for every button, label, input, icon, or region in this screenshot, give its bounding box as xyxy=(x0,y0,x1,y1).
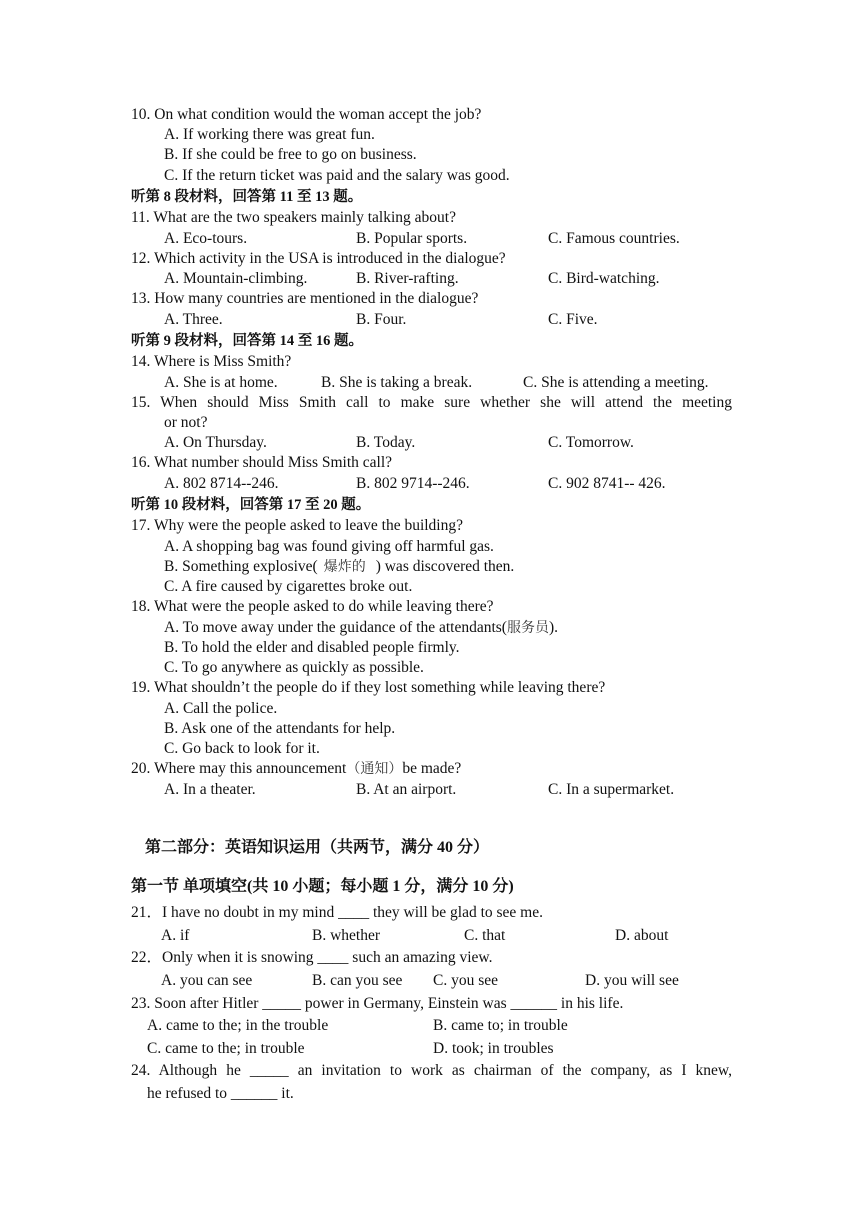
option-11c: C. Famous countries. xyxy=(548,230,680,247)
option-18c: C. To go anywhere as quickly as possible. xyxy=(164,659,424,676)
option-13a: A. Three. xyxy=(164,311,223,328)
question-20-pre: 20. Where may this announcement xyxy=(131,760,347,777)
part2-title: 第二部分：英语知识运用（共两节，满分 40 分） xyxy=(145,839,490,856)
option-14a: A. She is at home. xyxy=(164,374,278,391)
option-11b: B. Popular sports. xyxy=(356,230,468,247)
option-17b xyxy=(164,557,514,577)
question-24-continued: he refused to ______ it. xyxy=(147,1085,294,1102)
option-16c: C. 902 8741-- 426. xyxy=(548,475,666,492)
option-17b-chinese: 爆炸的 xyxy=(323,559,366,575)
question-11: 11. What are the two speakers mainly talking about? xyxy=(131,209,456,226)
option-18a xyxy=(164,618,558,638)
option-23c: C. came to the; in trouble xyxy=(147,1040,305,1057)
option-12b: B. River-rafting. xyxy=(356,270,459,287)
option-17b-post: ) was discovered then. xyxy=(375,558,515,575)
option-12c: C. Bird-watching. xyxy=(548,270,660,287)
question-23: 23. Soon after Hitler _____ power in Germany, Einstein was ______ in his life. xyxy=(131,995,624,1012)
option-18b: B. To hold the elder and disabled people firmly. xyxy=(164,639,460,656)
option-18a-chinese: 服务员 xyxy=(506,620,549,636)
question-20-post: be made? xyxy=(402,760,462,777)
question-18: 18. What were the people asked to do while leaving there? xyxy=(131,598,494,615)
option-22b: B. can you see xyxy=(312,972,403,989)
question-19: 19. What shouldn’t the people do if they lost something while leaving there? xyxy=(131,679,606,696)
option-12a: A. Mountain-climbing. xyxy=(164,270,308,287)
option-21b: B. whether xyxy=(312,927,381,944)
option-17a: A. A shopping bag was found giving off harmful gas. xyxy=(164,538,494,555)
option-20b: B. At an airport. xyxy=(356,781,457,798)
question-21: 21．I have no doubt in my mind ____ they will be glad to see me. xyxy=(131,904,543,921)
question-15: 15. When should Miss Smith call to make sure whether she will attend the meeting xyxy=(131,394,732,411)
option-10c: C. If the return ticket was paid and the salary was good. xyxy=(164,167,510,184)
option-19b: B. Ask one of the attendants for help. xyxy=(164,720,396,737)
option-10b: B. If she could be free to go on business. xyxy=(164,146,417,163)
option-16b: B. 802 9714--246. xyxy=(356,475,470,492)
option-14b: B. She is taking a break. xyxy=(321,374,473,391)
option-11a: A. Eco-tours. xyxy=(164,230,248,247)
option-23a: A. came to the; in the trouble xyxy=(147,1017,329,1034)
option-22a: A. you can see xyxy=(161,972,253,989)
question-16: 16. What number should Miss Smith call? xyxy=(131,454,393,471)
question-20 xyxy=(131,759,461,779)
option-21d: D. about xyxy=(615,927,669,944)
section-9-heading: 听第 9 段材料，回答第 14 至 16 题。 xyxy=(131,333,363,349)
option-23b: B. came to; in trouble xyxy=(433,1017,568,1034)
section-10-heading: 听第 10 段材料，回答第 17 至 20 题。 xyxy=(131,497,371,513)
question-20-chinese: （通知） xyxy=(346,761,403,777)
option-21a: A. if xyxy=(161,927,190,944)
option-18a-pre: A. To move away under the guidance of the attendants( xyxy=(164,619,507,636)
option-18a-post: ). xyxy=(548,619,559,636)
option-22c: C. you see xyxy=(433,972,499,989)
option-15a: A. On Thursday. xyxy=(164,434,267,451)
option-17b-pre: B. Something explosive( xyxy=(164,558,318,575)
option-10a: A. If working there was great fun. xyxy=(164,126,375,143)
question-12: 12. Which activity in the USA is introduced in the dialogue? xyxy=(131,250,506,267)
option-14c: C. She is attending a meeting. xyxy=(523,374,709,391)
option-21c: C. that xyxy=(464,927,506,944)
option-20c: C. In a supermarket. xyxy=(548,781,675,798)
question-14: 14. Where is Miss Smith? xyxy=(131,353,292,370)
question-17: 17. Why were the people asked to leave the building? xyxy=(131,517,463,534)
part2-section1-heading: 第一节 单项填空(共 10 小题；每小题 1 分，满分 10 分) xyxy=(131,878,514,895)
option-17c: C. A fire caused by cigarettes broke out. xyxy=(164,578,413,595)
option-16a: A. 802 8714--246. xyxy=(164,475,279,492)
question-10: 10. On what condition would the woman accept the job? xyxy=(131,106,482,123)
option-19c: C. Go back to look for it. xyxy=(164,740,320,757)
option-20a: A. In a theater. xyxy=(164,781,256,798)
question-13: 13. How many countries are mentioned in the dialogue? xyxy=(131,290,479,307)
option-15c: C. Tomorrow. xyxy=(548,434,634,451)
question-24: 24. Although he _____ an invitation to work as chairman of the company, as I knew, xyxy=(131,1062,732,1079)
option-22d: D. you will see xyxy=(585,972,679,989)
option-19a: A. Call the police. xyxy=(164,700,278,717)
option-15b: B. Today. xyxy=(356,434,416,451)
option-23d: D. took; in troubles xyxy=(433,1040,554,1057)
question-22: 22．Only when it is snowing ____ such an amazing view. xyxy=(131,949,493,966)
option-13b: B. Four. xyxy=(356,311,407,328)
option-13c: C. Five. xyxy=(548,311,598,328)
section-8-heading: 听第 8 段材料，回答第 11 至 13 题。 xyxy=(131,189,363,205)
question-15-continued: or not? xyxy=(164,414,208,431)
